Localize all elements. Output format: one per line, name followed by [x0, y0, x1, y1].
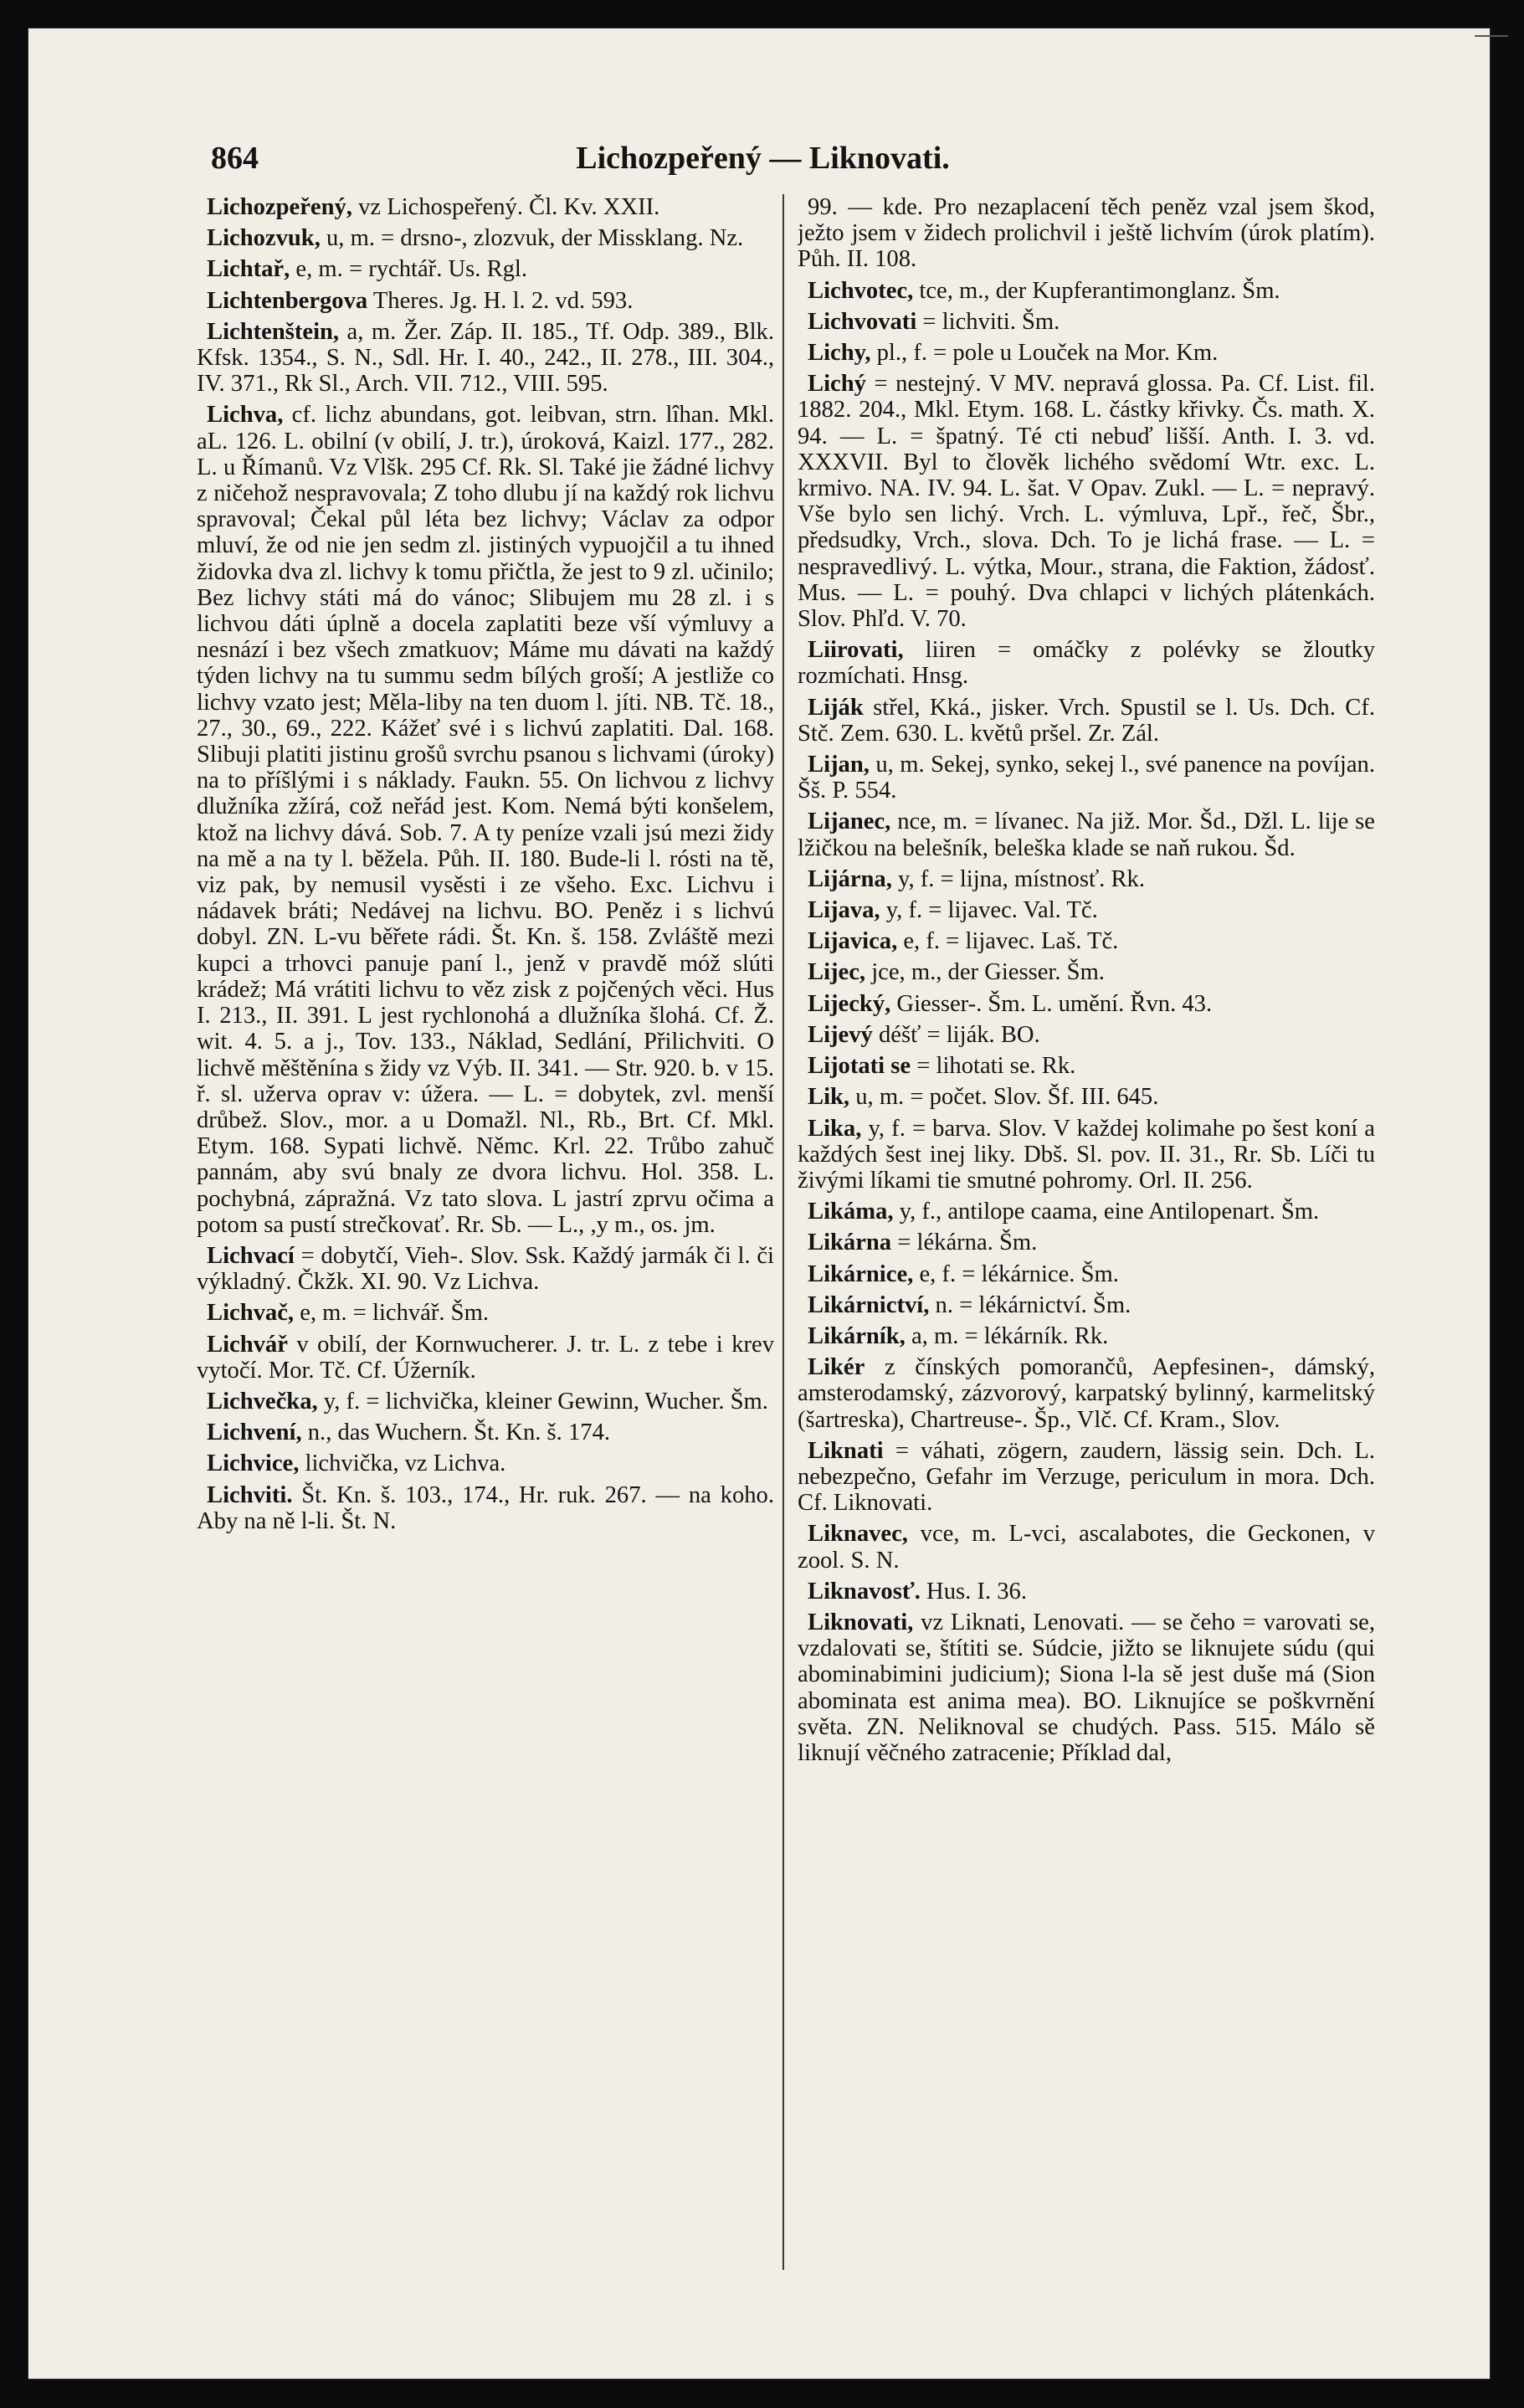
dictionary-entry [798, 309, 1375, 335]
entry-headword: Lichozpeřený, [207, 194, 352, 220]
dictionary-entry [197, 225, 774, 251]
dictionary-entry [798, 637, 1375, 689]
entry-headword: Lichvečka, [207, 1388, 318, 1415]
entry-body: z čínských pomorančů, Aepfesinen-, dámský, amsterodamský, zázvorový, karpatský bylinný, karmelitský (šartreska), Chartreuse-. Šp., Vlč. Cf. Kram., Slov. [798, 1354, 1375, 1433]
entry-body: u, m. = drsno-, zlozvuk, der Missklang. Nz. [320, 225, 744, 252]
entry-body: nce, m. = lívanec. Na již. Mor. Šd., Džl. L. lije se lžičkou na belešník, beleška klade se naň rukou. Šd. [798, 809, 1375, 861]
entry-headword: Lijotati se [808, 1053, 911, 1080]
entry-headword: Liirovati, [808, 637, 904, 664]
dictionary-entry [197, 1243, 774, 1295]
dictionary-entry [798, 866, 1375, 892]
dictionary-entry [798, 1116, 1375, 1194]
entry-body: déšť = liják. BO. [872, 1021, 1040, 1048]
dictionary-entry [197, 288, 774, 314]
entry-headword: Lichozvuk, [207, 225, 321, 252]
entry-body: n. = lékárnictví. Šm. [929, 1291, 1131, 1318]
dictionary-entry [798, 897, 1375, 923]
dictionary-entry [798, 1292, 1375, 1318]
page-number: 864 [211, 141, 259, 176]
entry-body: 99. — kde. Pro nezaplacení těch peněz vzal jsem škod, ježto jsem v židech prolichvil i ještě lichvím (úrok platím). Půh. II. 108. [798, 194, 1375, 273]
entry-headword: Liknavosť. [808, 1578, 921, 1604]
entry-headword: Liknovati, [808, 1609, 914, 1635]
dictionary-entry [798, 928, 1375, 954]
entry-headword: Lichva, [207, 402, 284, 429]
entry-body: Theres. Jg. H. l. 2. vd. 593. [367, 287, 634, 314]
entry-headword: Lichvení, [207, 1420, 302, 1446]
dictionary-entry [197, 1482, 774, 1534]
entry-body: y, f., antilope caama, eine Antilopenart. Šm. [893, 1199, 1320, 1225]
scan-mark [1475, 35, 1508, 37]
dictionary-entry [197, 319, 774, 398]
running-head: Lichozpeřený — Liknovati. [576, 141, 950, 176]
page-header [204, 108, 1321, 176]
dictionary-entry [197, 194, 774, 220]
entry-body: e, f. = lijavec. Laš. Tč. [897, 928, 1119, 955]
dictionary-entry [197, 1332, 774, 1384]
dictionary-entry [798, 278, 1375, 304]
entry-body: a, m. Žer. Záp. II. 185., Tf. Odp. 389., Blk. Kfsk. 1354., S. N., Sdl. Hr. I. 40., 242., II. 278., III. 304., IV. 371., Rk Sl., Arch. VII. 712., VIII. 595. [197, 318, 774, 398]
entry-body: a, m. = lékárník. Rk. [905, 1322, 1109, 1349]
dictionary-entry [798, 991, 1375, 1017]
entry-headword: Lichy, [808, 340, 871, 367]
entry-headword: Likáma, [808, 1199, 894, 1225]
entry-headword: Lichý [808, 371, 866, 398]
right-column [798, 194, 1375, 2287]
entry-headword: Liknati [808, 1437, 884, 1464]
entry-body: = lékárna. Šm. [891, 1230, 1038, 1256]
dictionary-entry [197, 1450, 774, 1476]
entry-body: tce, m., der Kupferantimonglanz. Šm. [913, 277, 1280, 304]
dictionary-entry [798, 340, 1375, 366]
entry-body: y, f. = lijna, místnosť. Rk. [891, 865, 1145, 892]
entry-headword: Lichtenštein, [207, 318, 340, 345]
entry-headword: Lijevý [808, 1021, 873, 1048]
entry-headword: Lijan, [808, 752, 870, 778]
entry-body: střel, Kká., jisker. Vrch. Spustil se l. Us. Dch. Cf. Stč. Zem. 630. L. květů pršel. Zr. Zál. [798, 694, 1375, 747]
dictionary-entry [197, 1389, 774, 1415]
dictionary-entry [798, 959, 1375, 985]
entry-body: u, m. = počet. Slov. Šf. III. 645. [849, 1084, 1159, 1111]
dictionary-entry [798, 1084, 1375, 1110]
entry-headword: Liknavec, [808, 1521, 908, 1548]
entry-headword: Likárnictví, [808, 1291, 930, 1318]
entry-headword: Lichtař, [207, 256, 290, 283]
column-divider [783, 194, 784, 2270]
entry-headword: Lijárna, [808, 865, 892, 892]
entry-body: y, f. = barva. Slov. V každej kolimahe po šest koní a každých šest inej liky. Dbš. Sl. pov. II. 31., Rr. Sb. Líči tu živými líkami tie smutné pohromy. Orl. II. 256. [798, 1115, 1375, 1194]
entry-headword: Lijec, [808, 959, 866, 986]
dictionary-entry [798, 1261, 1375, 1287]
dictionary-entry [798, 1579, 1375, 1604]
dictionary-entry [798, 1438, 1375, 1517]
entry-body: e, f. = lékárnice. Šm. [913, 1260, 1119, 1287]
entry-headword: Lichvice, [207, 1450, 300, 1477]
entry-body: u, m. Sekej, synko, sekej l., své panence na povíjan. Šš. P. 554. [798, 752, 1375, 804]
entry-body: y, f. = lichvička, kleiner Gewinn, Wucher. Šm. [317, 1388, 768, 1415]
dictionary-entry [197, 256, 774, 282]
dictionary-entry [197, 1300, 774, 1326]
entry-body: pl., f. = pole u Louček na Mor. Km. [870, 340, 1219, 367]
dictionary-entry [197, 1420, 774, 1445]
entry-headword: Lichvač, [207, 1300, 295, 1327]
entry-headword: Liják [808, 694, 864, 721]
entry-headword: Lijecký, [808, 990, 891, 1017]
entry-body: vz Lichospeřený. Čl. Kv. XXII. [351, 194, 660, 220]
entry-headword: Lijavica, [808, 928, 898, 955]
entry-body: cf. lichz abundans, got. leibvan, strn. lîhan. Mkl. aL. 126. L. obilní (v obilí, J. tr.), úroková, Kaizl. 177., 282. L. u Římanů. Vz Vlšk. 295 Cf. Rk. Sl. Také jie žádné lichvy z ničehož nespravovala; Z toho dlubu jí na každý rok lichvu spravoval; Čekal půl léta bez lichvy; Václav za odpor mluví, že od nie jen sedm zl. jistiných vypuojčil a tu ihned židovka dva zl. lichvy k tomu přičtla, že jest to 9 zl. učinilo; Bez lichvy státi má do vánoc; Slibujem mu 28 zl. i s lichvou dáti úplně a docela zaplatiti beze vší výmluvy a nesnází i bez všech zmatkuov; Máme mu dávati na každý týden lichvy na tu summu sedm bílých groší; A jestliže co lichvy vzato jest; Měla-liby na ten duom l. jíti. NB. Tč. 18., 27., 30., 69., 222. Kážeť své i s lichvú zaplatiti. Dal. 168. Slibuji platiti jistinu grošů svrchu psanou s lichvami (úroky) na to příšlými i s náklady. Faukn. 55. On lichvou z lichvy dlužníka zžírá, což neřád jest. Kom. Nemá býti konšelem, ktož na lichvy dává. Sob. 7. A ty peníze vzali jsú mezi židy na mě a na ty l. běžela. Půh. II. 180. Bude-li l. rósti na tě, viz pak, by nemusil vysěsti i ze všeho. Exc. Lichvu i nádavek bráti; Nedávej na lichvu. BO. Peněz i s lichvú dobyl. ZN. L-vu běřete rádi. Št. Kn. š. 158. Zvláště mezi kupci a trhovci panuje paní l., jenž v pravdě móž slúti krádež; Má vrátiti lichvu to věz zisk z pojčených věci. Hus I. 213., II. 391. L jest rychlonohá a dlužníka šlohá. Cf. Ž. wit. 4. 5. a j., Tov. 133., Náklad, Sedlání, Přilichviti. O lichvě měštěnína s židy vz Výb. II. 341. — Str. 920. b. v 15. ř. sl. užerva oprav v: úžera. — L. = dobytek, zvl. menší drůbež. Slov., mor. a u Domažl. Nl., Rb., Brt. Cf. Mkl. Etym. 168. Sypati lichvě. Němc. Krl. 22. Trůbo zahuč pannám, aby svú bnaly ze dvora lichvu. Hol. 358. L. pochybná, zápražná. Vz tato slova. L jastrí zprvu očima a potom sa pustí strečkovať. Rr. Sb. — L., ,y m., os. jm. [197, 402, 774, 1238]
entry-headword: Lichviti. [207, 1481, 293, 1508]
dictionary-entry [798, 809, 1375, 860]
dictionary-entry [798, 371, 1375, 632]
entry-body: = dobytčí, Vieh-. Slov. Ssk. Každý jarmák či l. či výkladný. Čkžk. XI. 90. Vz Lichva. [197, 1242, 774, 1296]
entry-headword: Likárna [808, 1230, 892, 1256]
dictionary-entry [798, 1053, 1375, 1079]
dictionary-entry [798, 1230, 1375, 1255]
entry-body: Hus. I. 36. [920, 1578, 1027, 1604]
entry-headword: Lika, [808, 1115, 862, 1142]
left-column [197, 194, 774, 2287]
entry-body: liiren = omáčky z polévky se žloutky rozmíchati. Hnsg. [798, 637, 1375, 690]
entry-headword: Lichvotec, [808, 277, 914, 304]
entry-body: = lichviti. Šm. [916, 308, 1060, 335]
entry-headword: Lik, [808, 1084, 850, 1111]
dictionary-entry [798, 1199, 1375, 1225]
entry-headword: Likér [808, 1354, 865, 1381]
dictionary-entry [798, 1022, 1375, 1048]
entry-body: y, f. = lijavec. Val. Tč. [880, 897, 1098, 924]
entry-body: = nestejný. V MV. nepravá glossa. Pa. Cf. List. fil. 1882. 204., Mkl. Etym. 168. L. částky křivky. Čs. math. X. 94. — L. = špatný. Té cti nebuď lišší. Anth. I. 3. vd. XXXVII. Byl to člověk lichého svědomí Wtr. exc. L. krmivo. NA. IV. 94. L. šat. V Opav. Zukl. — L. = nepravý. Vše bylo sen lichý. Vrch. L. výmluva, Lpř., řeč, Šbr., předsudky, Vrch., slova. Dch. To je lichá frase. — L. = nespravedlivý. L. výtka, Mour., strana, die Faktion, žádosť. Mus. — L. = pouhý. Dva chlapci v lichých plátenkách. Slov. Phľd. V. 70. [798, 371, 1375, 633]
dictionary-entry [798, 1610, 1375, 1766]
entry-body: e, m. = lichvář. Šm. [294, 1300, 489, 1327]
dictionary-entry [798, 1354, 1375, 1433]
entry-headword: Lijava, [808, 897, 880, 924]
dictionary-entry [798, 194, 1375, 273]
entry-headword: Lijanec, [808, 809, 891, 835]
entry-body: vce, m. L-vci, ascalabotes, die Geckonen, v zool. S. N. [798, 1521, 1375, 1574]
dictionary-entry [197, 402, 774, 1238]
entry-body: vz Liknati, Lenovati. — se čeho = varovati se, vzdalovati se, štítiti se. Súdcie, jižto se liknujete súdu (qui abominabimini judicium); Siona l-la sě jest duše má (Sion abominata est anima mea). BO. Liknujíce se poškvrnění světa. ZN. Neliknoval se chudých. Pass. 515. Málo sě liknují věčného zatracenie; Příklad dal, [798, 1609, 1375, 1766]
entry-headword: Likárník, [808, 1322, 906, 1349]
entry-body: Št. Kn. š. 103., 174., Hr. ruk. 267. — na koho. Aby na ně l-li. Št. N. [197, 1481, 774, 1534]
entry-headword: Lichvací [207, 1242, 295, 1269]
entry-body: jce, m., der Giesser. Šm. [865, 959, 1105, 986]
dictionary-entry [798, 1323, 1375, 1349]
entry-body: Giesser-. Šm. L. umění. Řvn. 43. [890, 990, 1213, 1017]
entry-headword: Lichvář [207, 1331, 288, 1358]
entry-body: v obilí, der Kornwucherer. J. tr. L. z tebe i krev vytočí. Mor. Tč. Cf. Úžerník. [197, 1331, 774, 1384]
entry-headword: Lichvovati [808, 308, 917, 335]
entry-body: e, m. = rychtář. Us. Rgl. [290, 256, 528, 283]
entry-body: n., das Wuchern. Št. Kn. š. 174. [301, 1420, 611, 1446]
entry-body: = lihotati se. Rk. [911, 1053, 1076, 1080]
dictionary-entry [798, 695, 1375, 747]
dictionary-entry [798, 752, 1375, 804]
entry-headword: Lichtenbergova [207, 287, 368, 314]
entry-headword: Likárnice, [808, 1260, 914, 1287]
dictionary-entry [798, 1521, 1375, 1573]
entry-body: lichvička, vz Lichva. [299, 1450, 506, 1477]
entry-body: = váhati, zögern, zaudern, lässig sein. Dch. L. nebezpečno, Gefahr im Verzuge, periculum in mora. Dch. Cf. Liknovati. [798, 1437, 1375, 1517]
